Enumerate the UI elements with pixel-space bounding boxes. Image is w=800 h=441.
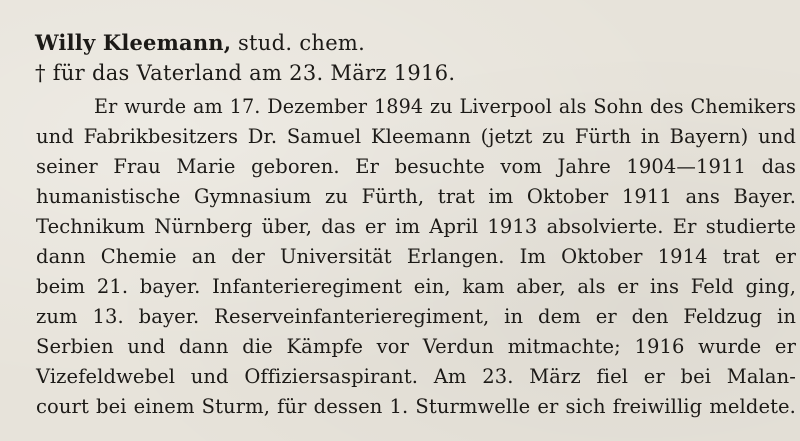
paragraph-line: court bei einem Sturm, für dessen 1. Sturmwelle er sich freiwillig meldete.	[36, 395, 796, 418]
paragraph-line: Er wurde am 17. Dezember 1894 zu Liverpool als Sohn des Chemikers	[94, 95, 796, 118]
paragraph-line: humanistische Gymnasium zu Fürth, trat im Oktober 1911 ans Bayer.	[36, 185, 796, 208]
paragraph-line: und Fabrikbesitzers Dr. Samuel Kleemann (jetzt zu Fürth in Bayern) und	[36, 125, 796, 148]
field-of-study: stud. chem.	[237, 31, 366, 55]
paragraph-line: zum 13. bayer. Reserveinfanterieregiment, in dem er den Feldzug in	[36, 305, 796, 328]
paragraph-line: seiner Frau Marie geboren. Er besuchte vom Jahre 1904—1911 das	[36, 155, 796, 178]
death-line: † für das Vaterland am 23. März 1916.	[35, 61, 456, 85]
person-name: Willy Kleemann,	[35, 30, 232, 55]
paragraph-line: beim 21. bayer. Infanterieregiment ein, kam aber, als er ins Feld ging,	[36, 275, 796, 298]
paragraph-line: Serbien und dann die Kämpfe vor Verdun mitmachte; 1916 wurde er	[36, 335, 796, 358]
paragraph-line: Vizefeldwebel und Offiziersaspirant. Am 23. März fiel er bei Malan-	[36, 365, 796, 388]
entry-header	[35, 28, 365, 58]
biography-paragraph	[36, 92, 796, 422]
paragraph-line: Technikum Nürnberg über, das er im April 1913 absolvierte. Er studierte	[36, 215, 796, 238]
paragraph-line: dann Chemie an der Universität Erlangen. Im Oktober 1914 trat er	[36, 245, 796, 268]
